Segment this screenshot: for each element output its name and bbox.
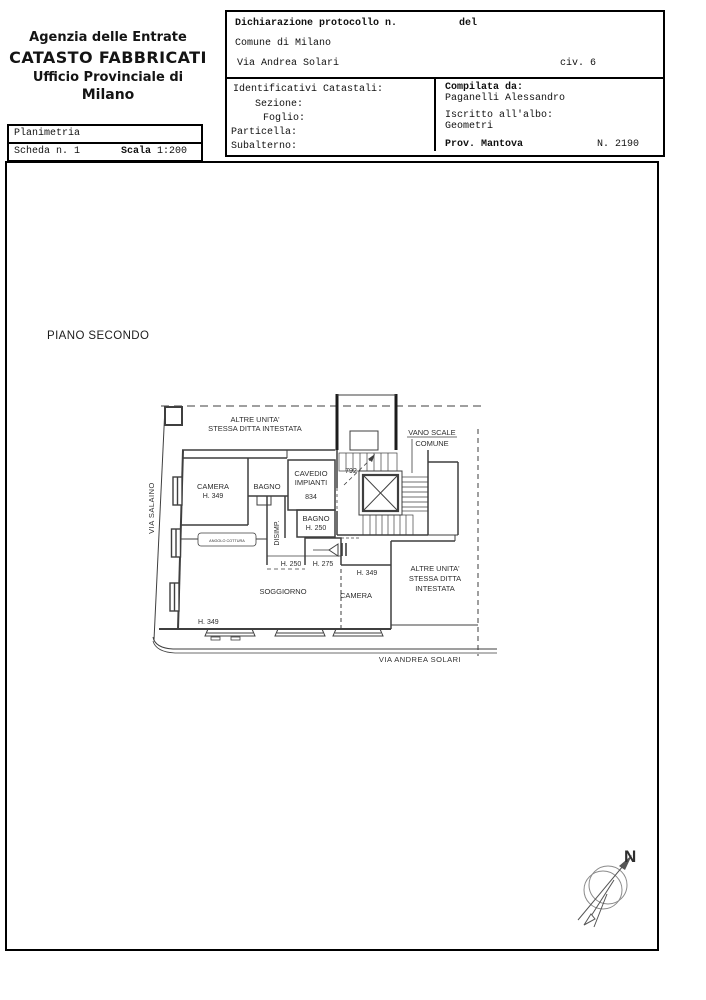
agency-line1: Agenzia delle Entrate (29, 30, 187, 45)
floor-label: PIANO SECONDO (47, 330, 150, 342)
planimetria-title: Planimetria (9, 126, 201, 144)
label-camera-nw: CAMERA (196, 482, 230, 491)
label-camera-s: CAMERA (339, 591, 373, 600)
label-vano-comune: COMUNE (415, 439, 449, 448)
scale-indication (121, 146, 187, 157)
label-h250: H. 250 (280, 561, 302, 568)
label-cavedio-2: IMPIANTI (294, 478, 328, 487)
particella-label: Particella: (231, 127, 298, 138)
compass-rose (576, 830, 661, 935)
stair-flight-bottom (363, 515, 413, 535)
stair-flight-right (402, 477, 428, 511)
street-label-left: VIA SALAINO (147, 482, 156, 534)
label-bagno-c: BAGNO (302, 514, 330, 523)
street-label-bottom: VIA ANDREA SOLARI (378, 655, 462, 664)
agency-line2: CATASTO FABBRICATI (9, 48, 207, 67)
declaration-box (225, 10, 665, 157)
label-cavedio-1: CAVEDIO (294, 469, 328, 478)
albo-value: Geometri (445, 121, 494, 132)
label-h349-southwest: H. 349 (198, 619, 219, 626)
label-altre-right-2: STESSA DITTA (408, 574, 462, 583)
foglio-label: Foglio: (263, 113, 306, 124)
scale-label: Scala (121, 146, 152, 157)
sezione-label: Sezione: (255, 99, 304, 110)
label-camera-nw-height: H. 349 (202, 493, 224, 500)
agency-line3: Ufficio Provinciale di (32, 70, 184, 85)
registration-number: N. 2190 (597, 139, 640, 150)
floor-plan (145, 393, 505, 678)
label-vano-scale: VANO SCALE (408, 428, 456, 437)
planimetria-box (7, 124, 203, 162)
label-stair-number: 792 (345, 468, 357, 475)
sheet-number: Scheda n. 1 (14, 146, 81, 157)
label-altre-right-3: INTESTATA (415, 584, 455, 593)
label-altre-right-1: ALTRE UNITA' (410, 564, 460, 573)
north-label: N (624, 847, 637, 866)
stair-landing (350, 431, 378, 450)
label-h275: H. 275 (312, 561, 334, 568)
planimetria-row2 (9, 144, 201, 160)
label-bagno-n: BAGNO (253, 482, 281, 491)
comune-value: Comune di Milano (235, 38, 332, 49)
label-angolo-cottura: ANGOLO COTTURA (209, 539, 245, 543)
subalterno-label: Subalterno: (231, 141, 298, 152)
prov-label: Prov. Mantova (445, 139, 524, 150)
compass-tail (584, 914, 595, 925)
label-bagno-c-height: H. 250 (305, 525, 327, 532)
civic-number: civ. 6 (560, 58, 597, 69)
identificativi-title: Identificativi Catastali: (233, 84, 384, 95)
label-altre-unita-top-2: STESSA DITTA INTESTATA (208, 424, 302, 433)
entrance-door-icon (329, 544, 338, 556)
balcony-symbols (205, 629, 383, 640)
agency-header (8, 30, 208, 103)
window-symbols-left (170, 477, 182, 611)
declaration-vertical-divider (434, 78, 436, 151)
protocol-del-label: del (459, 18, 478, 29)
compilata-label: Compilata da: (445, 82, 524, 93)
compilata-name: Paganelli Alessandro (445, 93, 566, 104)
sidewalk-line (153, 637, 497, 649)
declaration-horizontal-divider (227, 77, 663, 79)
scale-value: 1:200 (157, 146, 188, 157)
label-cavedio-3: 834 (305, 494, 317, 501)
label-altre-unita-top-1: ALTRE UNITA' (230, 415, 280, 424)
agency-line4: Milano (81, 87, 135, 103)
label-soggiorno: SOGGIORNO (259, 587, 307, 596)
protocol-label: Dichiarazione protocollo n. (235, 18, 398, 29)
label-h349-east: H. 349 (356, 570, 378, 577)
street-value: Via Andrea Solari (237, 58, 340, 69)
label-disimp: DISIMP. (274, 520, 281, 546)
wall-stub-topleft (165, 407, 182, 425)
albo-label: Iscritto all'albo: (445, 110, 554, 121)
sidewalk-line-2 (153, 641, 497, 653)
